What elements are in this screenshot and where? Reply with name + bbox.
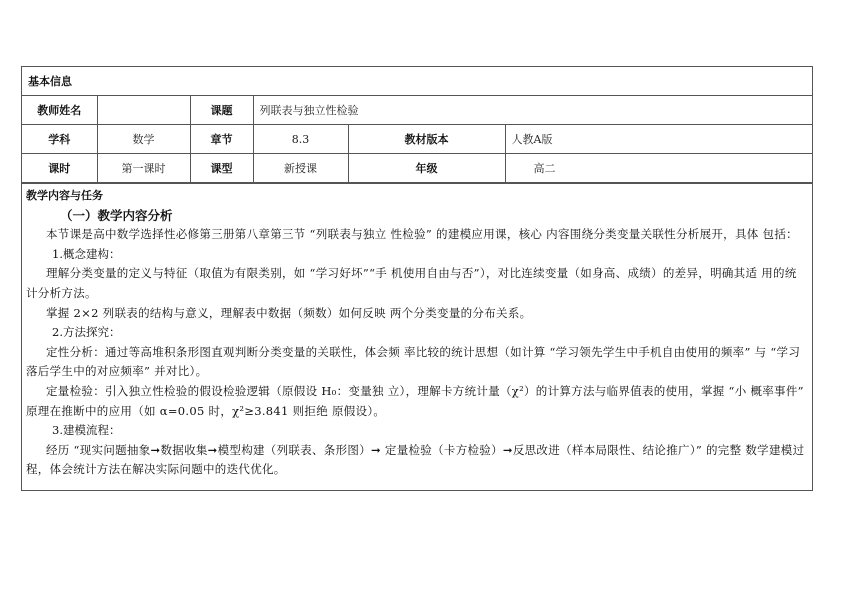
item3-title: 3.建模流程： [52,423,121,438]
edition-value: 人教A版 [505,125,812,154]
topic-label: 课题 [190,96,253,125]
edition-label: 教材版本 [348,125,505,154]
section-title: （一）教学内容分析 [60,207,173,223]
period-row [22,154,812,183]
item1-title: 1.概念建构： [52,246,121,261]
topic-value: 列联表与独立性检验 [253,96,812,125]
item3-paragraph-1: 经历 “现实问题抽象➞数据收集➞模型构建（列联表、条形图）➞ 定量检验（卡方检验）➞反思改进（样本局限性、结论推广）” 的完整 数学建模过程，体会统计方法在解决实际问题中的迭代优化。 [26,442,805,477]
teaching-content-heading: 教学内容与任务 [26,189,103,202]
intro-paragraph: 本节课是高中数学选择性必修第三册第八章第三节 “列联表与独立 性检验” 的建模应用课，核心 内容围绕分类变量关联性分析展开，具体 包括： [46,227,798,242]
chapter-value: 8.3 [253,125,348,154]
item1-paragraph-1: 理解分类变量的定义与特征（取值为有限类别，如 “学习好坏”“手 机使用自由与否”），对比连续变量（如身高、成绩）的差异，明确其适 用的统计分析方法。 [26,266,797,300]
item2-title: 2.方法探究： [52,325,121,340]
subject-label: 学科 [22,125,97,154]
period-value: 第一课时 [97,154,190,183]
period-label: 课时 [22,154,97,183]
basic-info-table [22,67,812,183]
basic-info-row [22,67,812,96]
subject-value: 数学 [97,125,190,154]
lesson-plan-form [21,66,813,491]
teacher-label: 教师姓名 [22,96,97,125]
item1-paragraph-2: 掌握 2×2 列联表的结构与意义，理解表中数据（频数）如何反映 两个分类变量的分布关系。 [46,305,532,320]
item2-paragraph-2: 定量检验：引入独立性检验的假设检验逻辑（原假设 H₀：变量独 立），理解卡方统计量（χ²）的计算方法与临界值表的使用，掌握 “小 概率事件” 原理在推断中的应用（如 α=0.05 时，χ²≥3.841 则拒绝 原假设）。 [26,383,804,418]
chapter-label: 章节 [190,125,253,154]
subject-row [22,125,812,154]
teaching-content-section [22,183,812,490]
grade-value: 高二 [505,154,812,183]
grade-label: 年级 [348,154,505,183]
teacher-value [97,96,190,125]
type-value: 新授课 [253,154,348,183]
teacher-row [22,96,812,125]
item2-paragraph-1: 定性分析：通过等高堆积条形图直观判断分类变量的关联性，体会频 率比较的统计思想（如计算 “学习领先学生中手机自由使用的频率” 与 “学习落后学生中的对应频率” 并对比）。 [26,344,801,379]
type-label: 课型 [190,154,253,183]
basic-info-title: 基本信息 [22,67,812,96]
